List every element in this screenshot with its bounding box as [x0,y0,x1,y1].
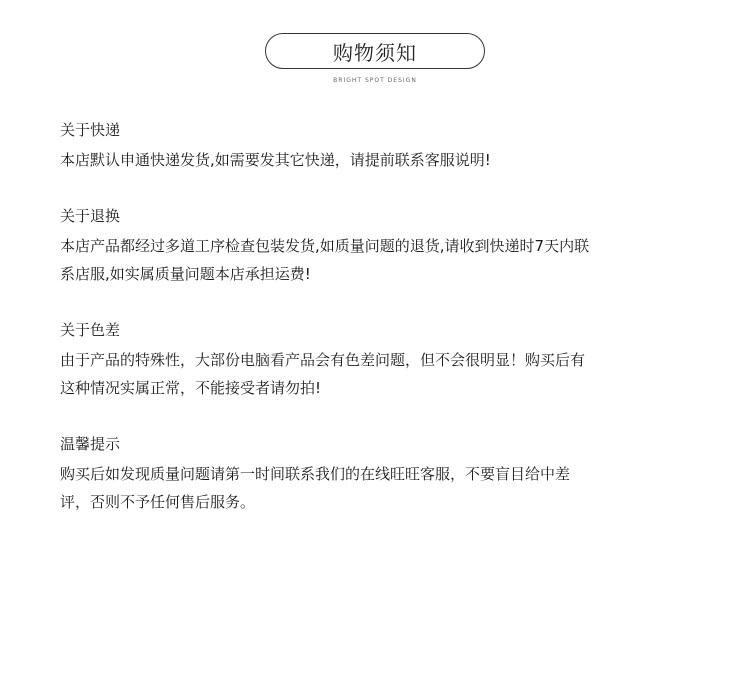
body-line: 购买后如发现质量问题请第一时间联系我们的在线旺旺客服，不要盲目给中差 [60,465,571,483]
page-header [0,33,750,93]
section-body [60,460,700,516]
section-heading: 关于快递 [60,121,121,139]
section-body [60,232,700,288]
section-color-difference [60,318,700,402]
section-returns [60,204,700,288]
body-line: 评，否则不予任何售后服务。 [60,493,256,511]
page-subtitle: BRIGHT SPOT DESIGN [333,77,417,84]
notice-content [60,118,700,546]
section-heading: 温馨提示 [60,435,121,453]
section-shipping [60,118,700,174]
section-heading: 关于退换 [60,207,121,225]
page-title: 购物须知 [265,33,485,69]
body-line: 本店产品都经过多道工序检查包装发货,如质量问题的退货,请收到快递时7天内联 [60,237,590,255]
section-body [60,346,700,402]
body-line: 由于产品的特殊性，大部份电脑看产品会有色差问题，但不会很明显！购买后有 [60,351,586,369]
body-line: 本店默认申通快递发货,如需要发其它快递，请提前联系客服说明! [60,151,491,169]
section-body [60,146,700,174]
section-heading: 关于色差 [60,321,121,339]
body-line: 系店服,如实属质量问题本店承担运费! [60,265,311,283]
body-line: 这种情况实属正常，不能接受者请勿拍! [60,379,322,397]
section-tips [60,432,700,516]
